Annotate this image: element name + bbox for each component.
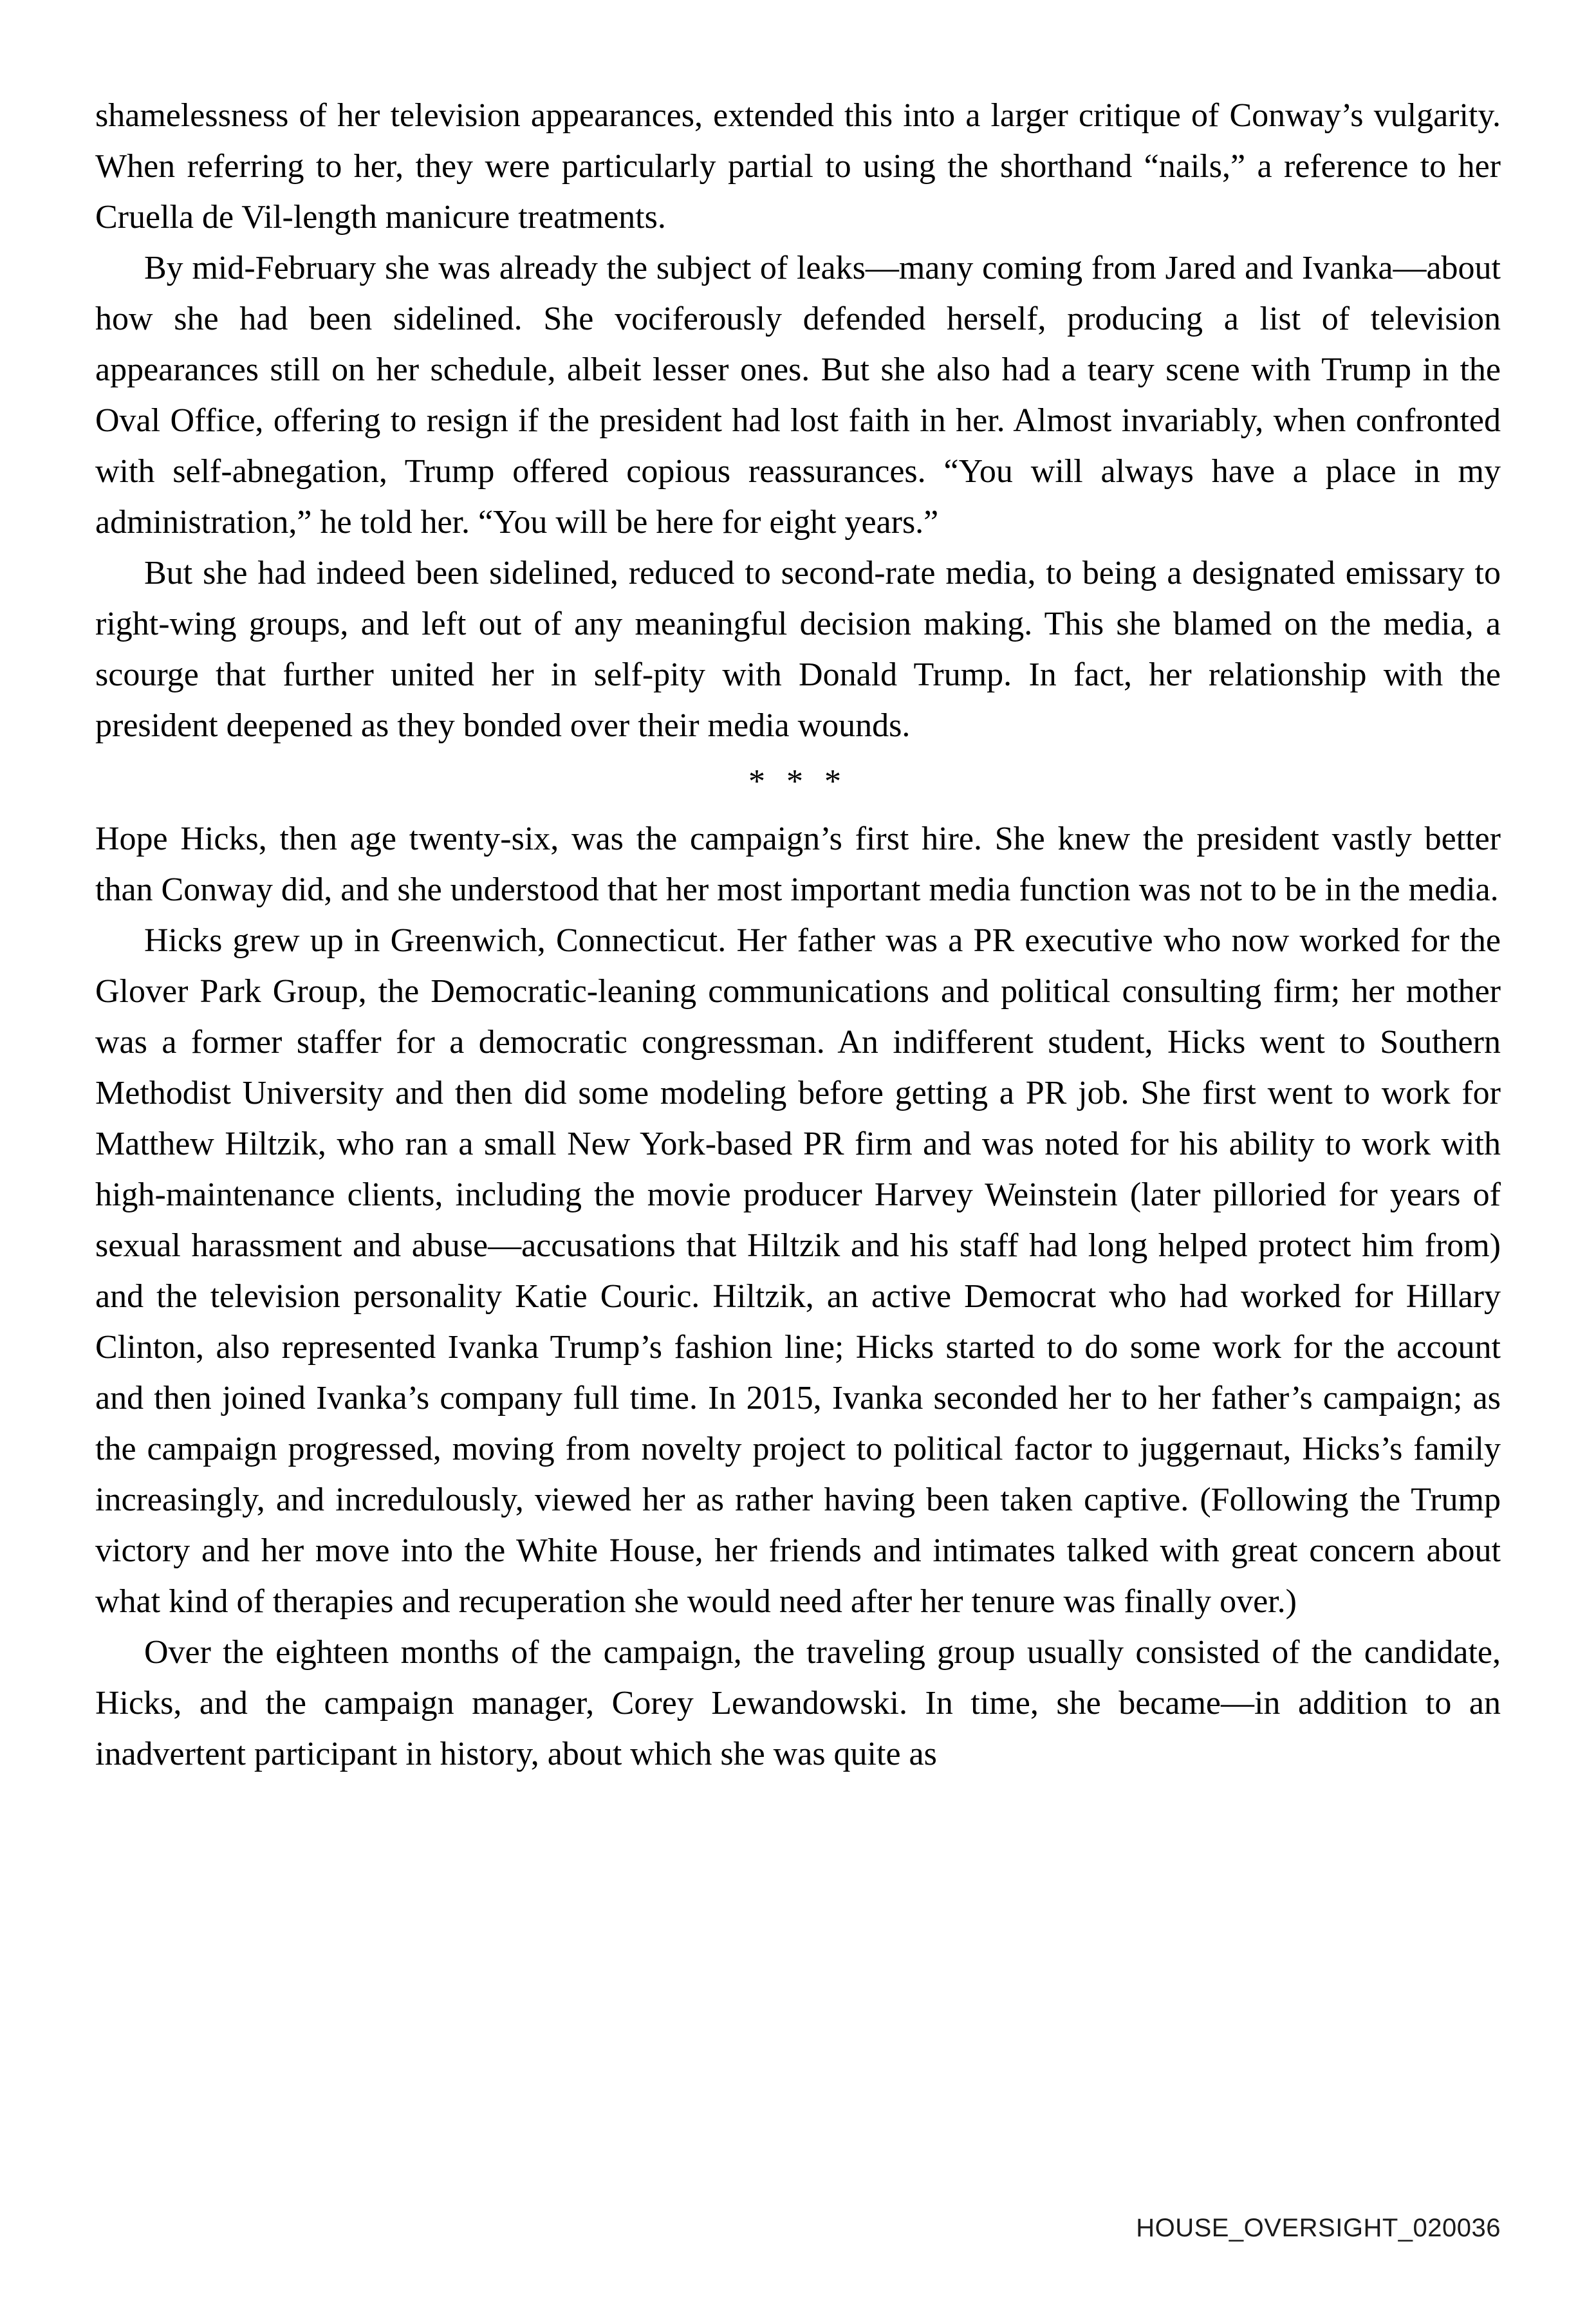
paragraph-5: Hicks grew up in Greenwich, Connecticut. Her father was a PR executive who now worked for the Glover Park Group, the Democratic-leaning communications and political consulting firm; her mother was a former staffer for a democratic congressman. An indifferent student, Hicks went to Southern Methodist University and then did some modeling before getting a PR job. She first went to work for Matthew Hiltzik, who ran a small New York-based PR firm and was noted for his ability to work with high-maintenance clients, including the movie producer Harvey Weinstein (later pilloried for years of sexual harassment and abuse—accusations that Hiltzik and his staff had long helped protect him from) and the television personality Katie Couric. Hiltzik, an active Democrat who had worked for Hillary Clinton, also represented Ivanka Trump’s fashion line; Hicks started to do some work for the account and then joined Ivanka’s company full time. In 2015, Ivanka seconded her to her father’s campaign; as the campaign progressed, moving from novelty project to political factor to juggernaut, Hicks’s family increasingly, and incredulously, viewed her as rather having been taken captive. (Following the Trump victory and her move into the White House, her friends and intimates talked with great concern about what kind of therapies and recuperation she would need after her tenure was finally over.) <box>95 922 1501 1620</box>
section-divider: * * * <box>748 763 848 800</box>
paragraph-3: But she had indeed been sidelined, reduced to second-rate media, to being a designated emissary to right-wing groups, and left out of any meaningful decision making. This she blamed on the media, a scourge that further united her in self-pity with Donald Trump. In fact, her relationship with the president deepened as they bonded over their media wounds. <box>95 555 1501 744</box>
page-body <box>95 90 1501 1779</box>
paragraph-4: Hope Hicks, then age twenty-six, was the campaign’s first hire. She knew the president vastly better than Conway did, and she understood that her most important media function was not to be in the media. <box>95 821 1501 908</box>
paragraph-2: By mid-February she was already the subject of leaks—many coming from Jared and Ivanka—about how she had been sidelined. She vociferously defended herself, producing a list of television appearances still on her schedule, albeit lesser ones. But she also had a teary scene with Trump in the Oval Office, offering to resign if the president had lost faith in her. Almost invariably, when confronted with self-abnegation, Trump offered copious reassurances. “You will always have a place in my administration,” he told her. “You will be here for eight years.” <box>95 250 1501 541</box>
paragraph-1: shamelessness of her television appearances, extended this into a larger critique of Conway’s vulgarity. When referring to her, they were particularly partial to using the shorthand “nails,” a reference to her Cruella de Vil-length manicure treatments. <box>95 97 1501 236</box>
paragraph-6: Over the eighteen months of the campaign, the traveling group usually consisted of the candidate, Hicks, and the campaign manager, Corey Lewandowski. In time, she became—in addition to an inadvertent participant in history, about which she was quite as <box>95 1634 1501 1772</box>
bates-stamp: HOUSE_OVERSIGHT_020036 <box>1136 2214 1501 2242</box>
